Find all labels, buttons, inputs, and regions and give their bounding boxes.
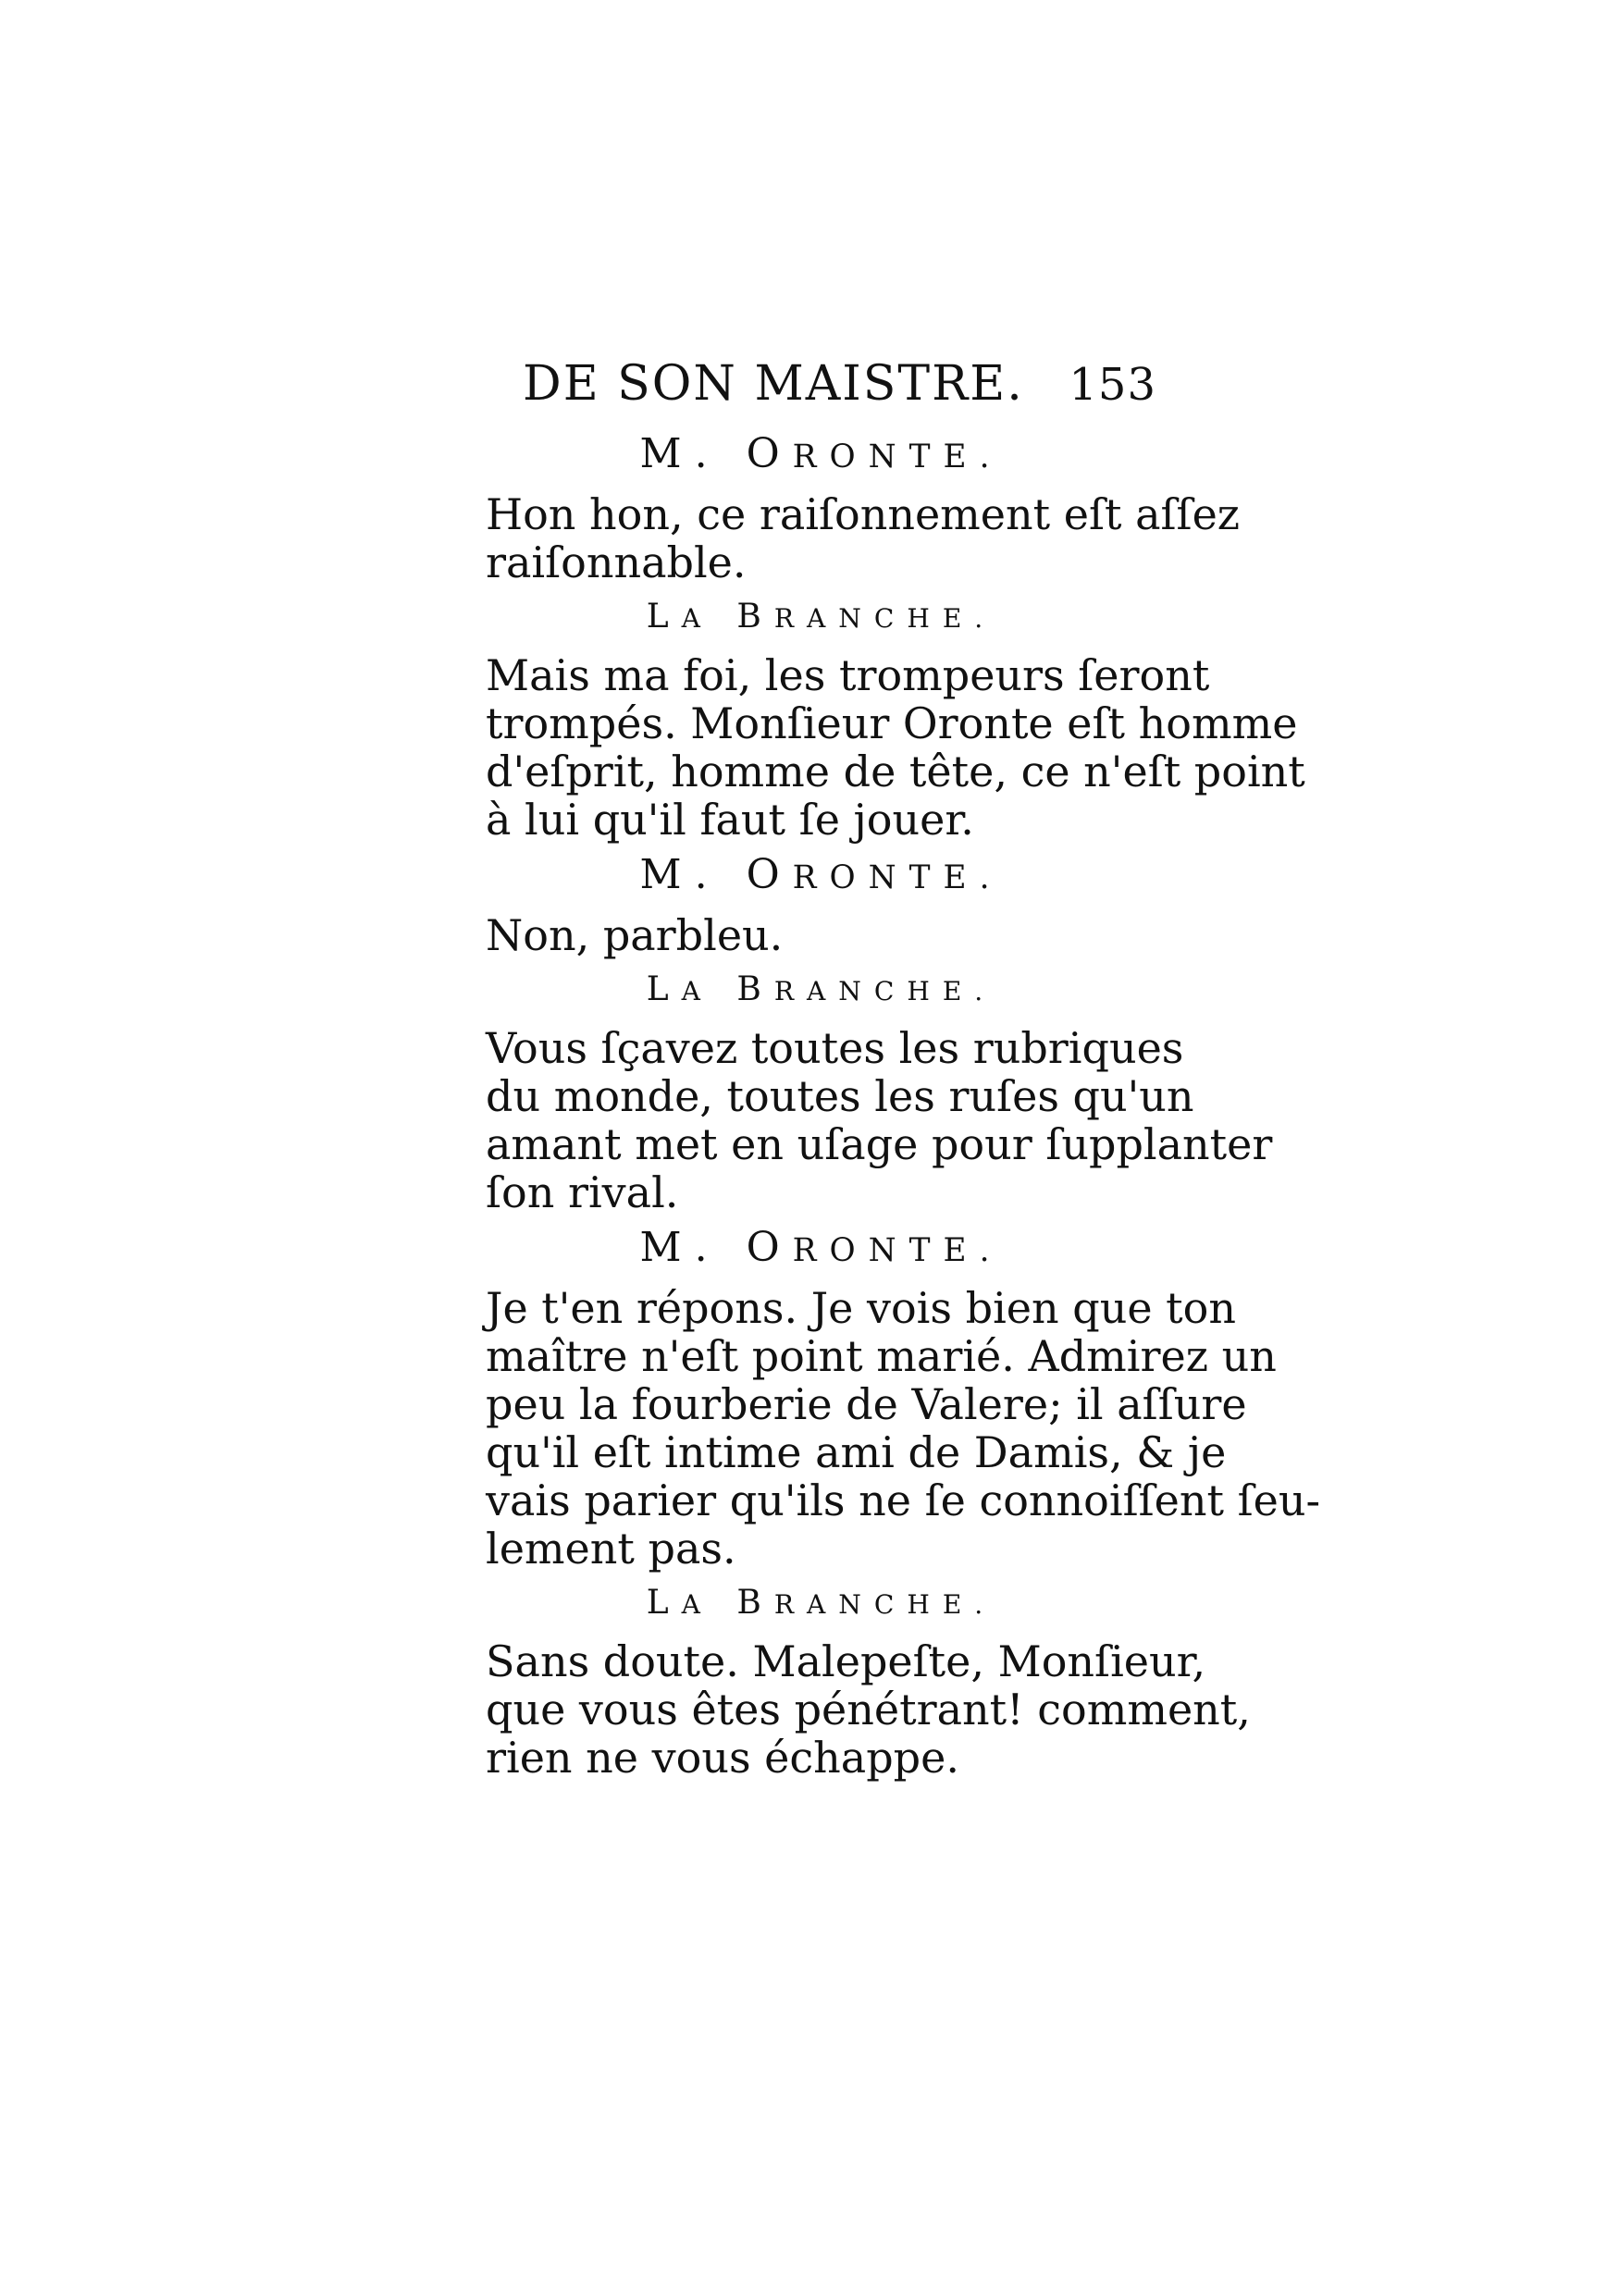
running-title: DE SON MAISTRE. (523, 356, 1024, 412)
speech-line: amant met en uſage pour ſupplanter (486, 1119, 1273, 1169)
speaker-heading: LA BRANCHE. (646, 1584, 996, 1622)
speech-line: raiſonnable. (486, 537, 747, 587)
page-number: 153 (1069, 359, 1156, 411)
speech-line: lement pas. (486, 1524, 736, 1574)
speech-line: Sans doute. Malepeſte, Monſieur, (486, 1636, 1206, 1686)
speech-line: à lui qu'il faut ſe jouer. (486, 795, 974, 845)
speech-line: que vous êtes pénétrant! comment, (486, 1685, 1251, 1734)
speech-line: peu la fourberie de Valere; il aſſure (486, 1379, 1247, 1429)
speaker-heading: M. ORONTE. (639, 430, 1003, 477)
speech-line: Mais ma foi, les trompeurs ſeront (486, 650, 1210, 700)
speech (486, 911, 1156, 959)
speech-line: rien ne vous échappe. (486, 1733, 959, 1783)
running-head (523, 356, 1156, 423)
speech-line: du monde, toutes les ruſes qu'un (486, 1071, 1194, 1121)
text-block (486, 356, 1321, 1785)
speech-line: qu'il eſt intime ami de Damis, & je (486, 1427, 1227, 1477)
speech-line: Hon hon, ce raiſonnement eſt aſſez (486, 489, 1241, 539)
speaker-heading: M. ORONTE. (639, 851, 1003, 898)
speaker-heading: M. ORONTE. (639, 1224, 1003, 1271)
speech (486, 650, 1305, 845)
speech-line: vais parier qu'ils ne ſe connoiſſent ſeu- (486, 1475, 1321, 1525)
speech (486, 1283, 1321, 1574)
speech-line: d'eſprit, homme de tête, ce n'eſt point (486, 747, 1305, 796)
speech-line: Non, parbleu. (486, 910, 784, 960)
speech (486, 1636, 1251, 1783)
speaker-heading: LA BRANCHE. (646, 598, 996, 636)
speech-line: trompés. Monſieur Oronte eſt homme (486, 698, 1298, 748)
speaker-heading: LA BRANCHE. (646, 970, 996, 1008)
speech (486, 489, 1241, 587)
speech-line: Vous ſçavez toutes les rubriques (486, 1023, 1184, 1073)
speech-line: ſon rival. (486, 1167, 679, 1217)
speech-line: maître n'eſt point marié. Admirez un (486, 1331, 1277, 1381)
speech-line: Je t'en répons. Je vois bien que ton (486, 1283, 1236, 1333)
speech (486, 1023, 1273, 1217)
